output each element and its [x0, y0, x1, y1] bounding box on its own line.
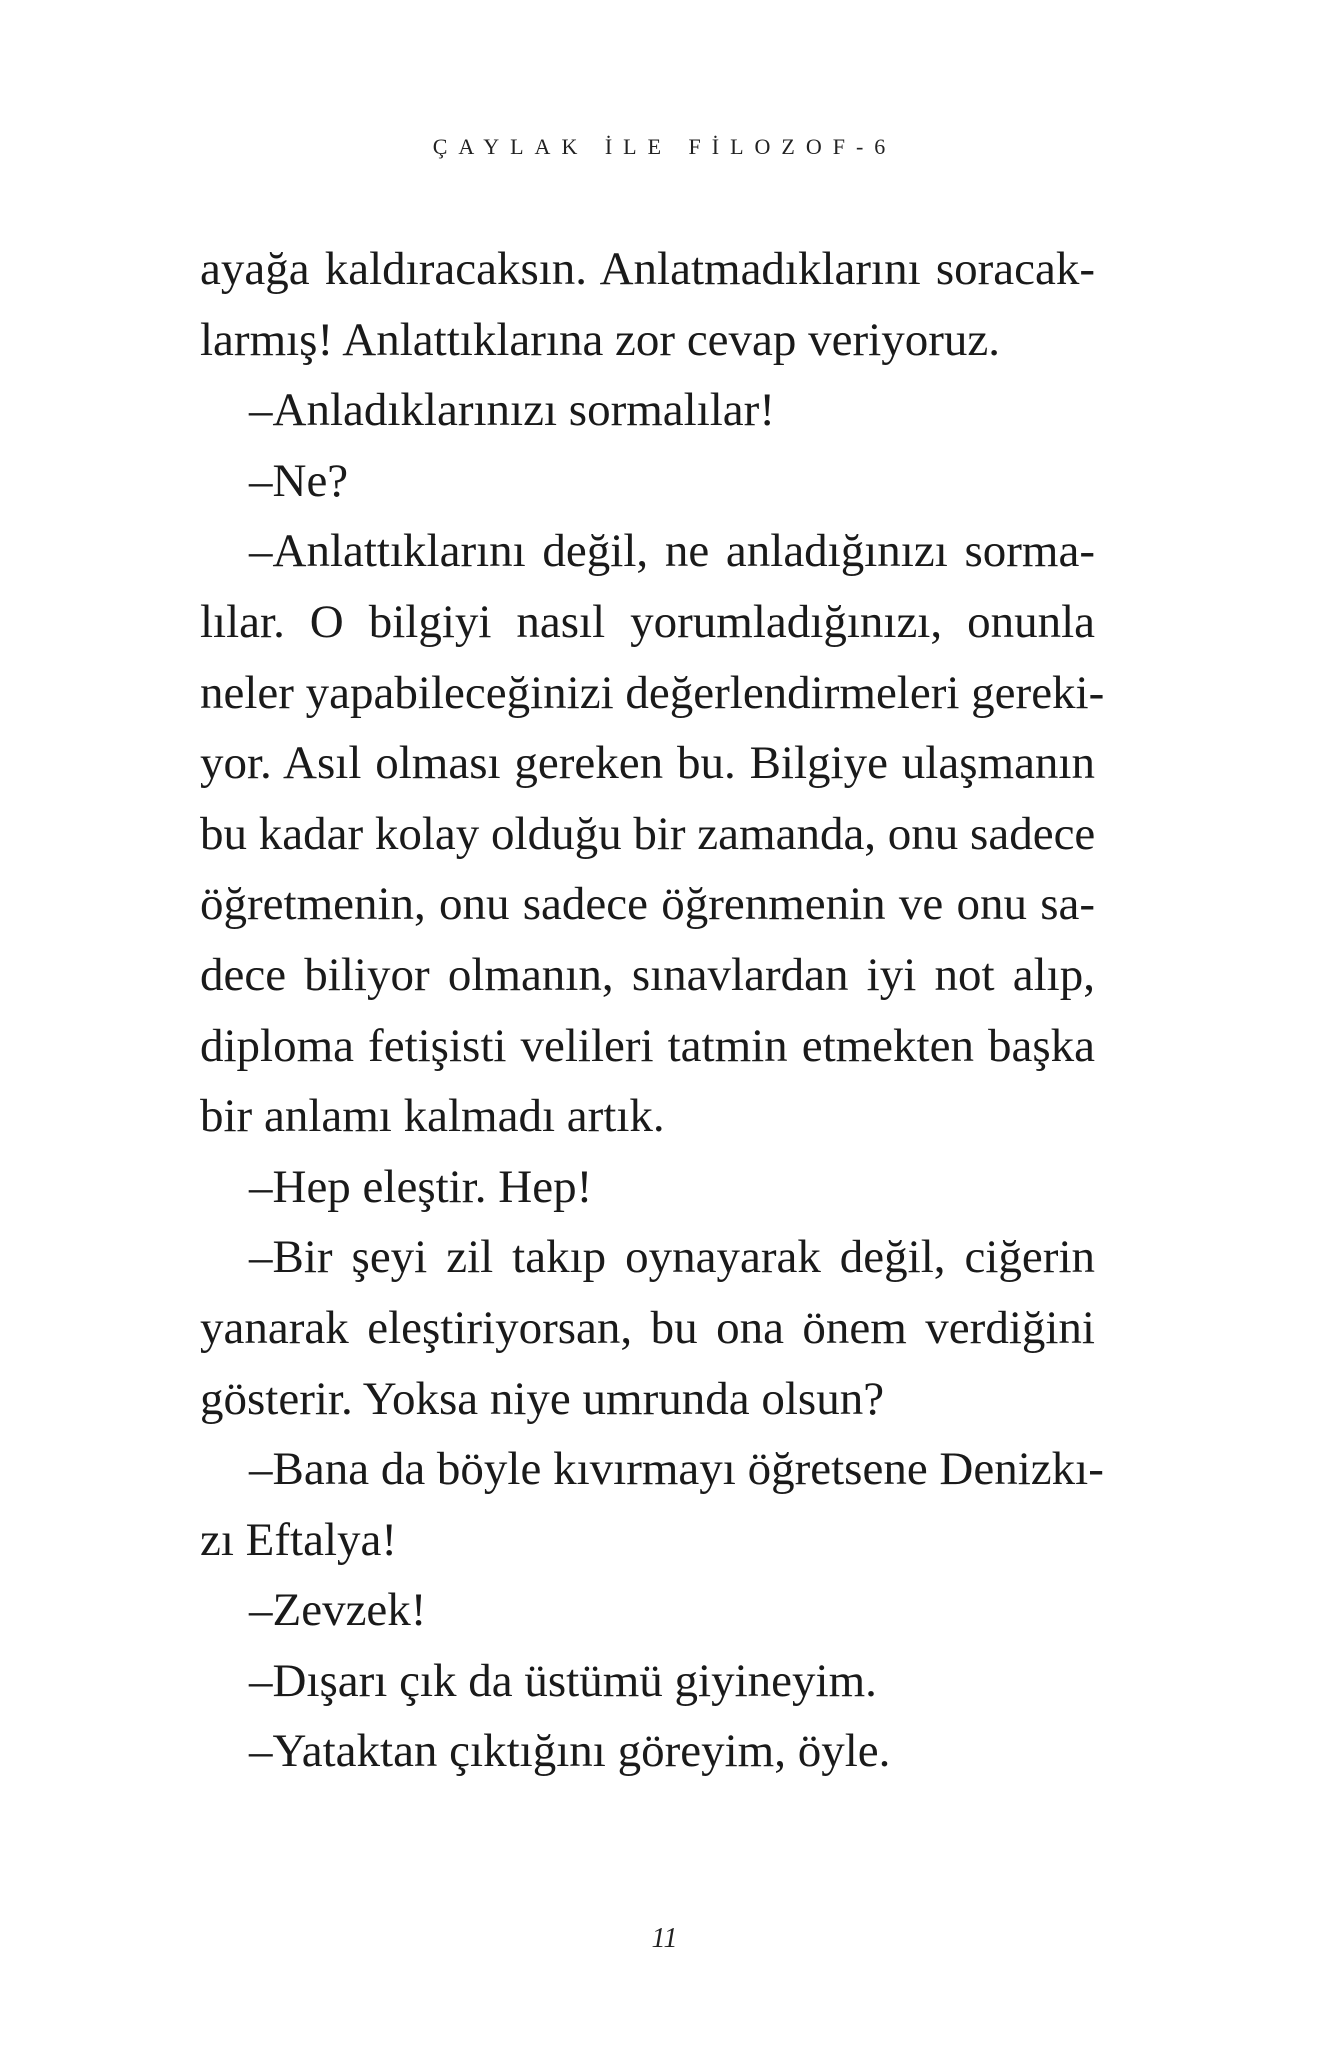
dialogue-line: –Dışarı çık da üstümü giyineyim. — [249, 1654, 877, 1707]
text-line: dece biliyor olmanın, sınavlardan iyi not alıp, — [200, 948, 1095, 1001]
dialogue-line: –Yataktan çıktığını göreyim, öyle. — [249, 1725, 891, 1778]
text-line: gösterir. Yoksa niye umrunda olsun? — [200, 1372, 885, 1425]
text-line: öğretmenin, onu sadece öğrenmenin ve onu sa- — [200, 878, 1095, 931]
dialogue-line: –Zevzek! — [249, 1584, 427, 1637]
text-line: diploma fetişisti velileri tatmin etmekten başka — [200, 1019, 1095, 1072]
text-line: larmış! Anlattıklarına zor cevap veriyoruz. — [200, 313, 1000, 366]
body-text — [200, 234, 1105, 1787]
text-line: yor. Asıl olması gereken bu. Bilgiye ulaşmanın — [200, 737, 1095, 790]
dialogue-line: –Ne? — [249, 454, 349, 507]
dialogue-line: –Anlattıklarını değil, ne anladığınızı sorma- — [249, 525, 1095, 578]
text-line: ayağa kaldıracaksın. Anlatmadıklarını soracak- — [200, 243, 1095, 295]
page-number: 11 — [651, 1923, 678, 1954]
text-line: lılar. O bilgiyi nasıl yorumladığınızı, onunla — [200, 595, 1095, 648]
dialogue-line: –Bir şeyi zil takıp oynayarak değil, ciğerin — [249, 1231, 1095, 1284]
dialogue-line: –Anladıklarınızı sormalılar! — [249, 384, 775, 437]
text-line: bir anlamı kalmadı artık. — [200, 1090, 665, 1143]
dialogue-line: –Hep eleştir. Hep! — [249, 1160, 593, 1213]
running-head-title: ÇAYLAK İLE FİLOZOF-6 — [432, 134, 897, 159]
text-line: bu kadar kolay olduğu bir zamanda, onu sadece — [200, 807, 1096, 860]
text-line: zı Eftalya! — [200, 1513, 398, 1566]
text-line: yanarak eleştiriyorsan, bu ona önem verdiğini — [200, 1301, 1095, 1354]
dialogue-line: –Bana da böyle kıvırmayı öğretsene Denizkı- — [249, 1443, 1104, 1496]
text-line: neler yapabileceğinizi değerlendirmeleri gereki- — [200, 666, 1105, 719]
